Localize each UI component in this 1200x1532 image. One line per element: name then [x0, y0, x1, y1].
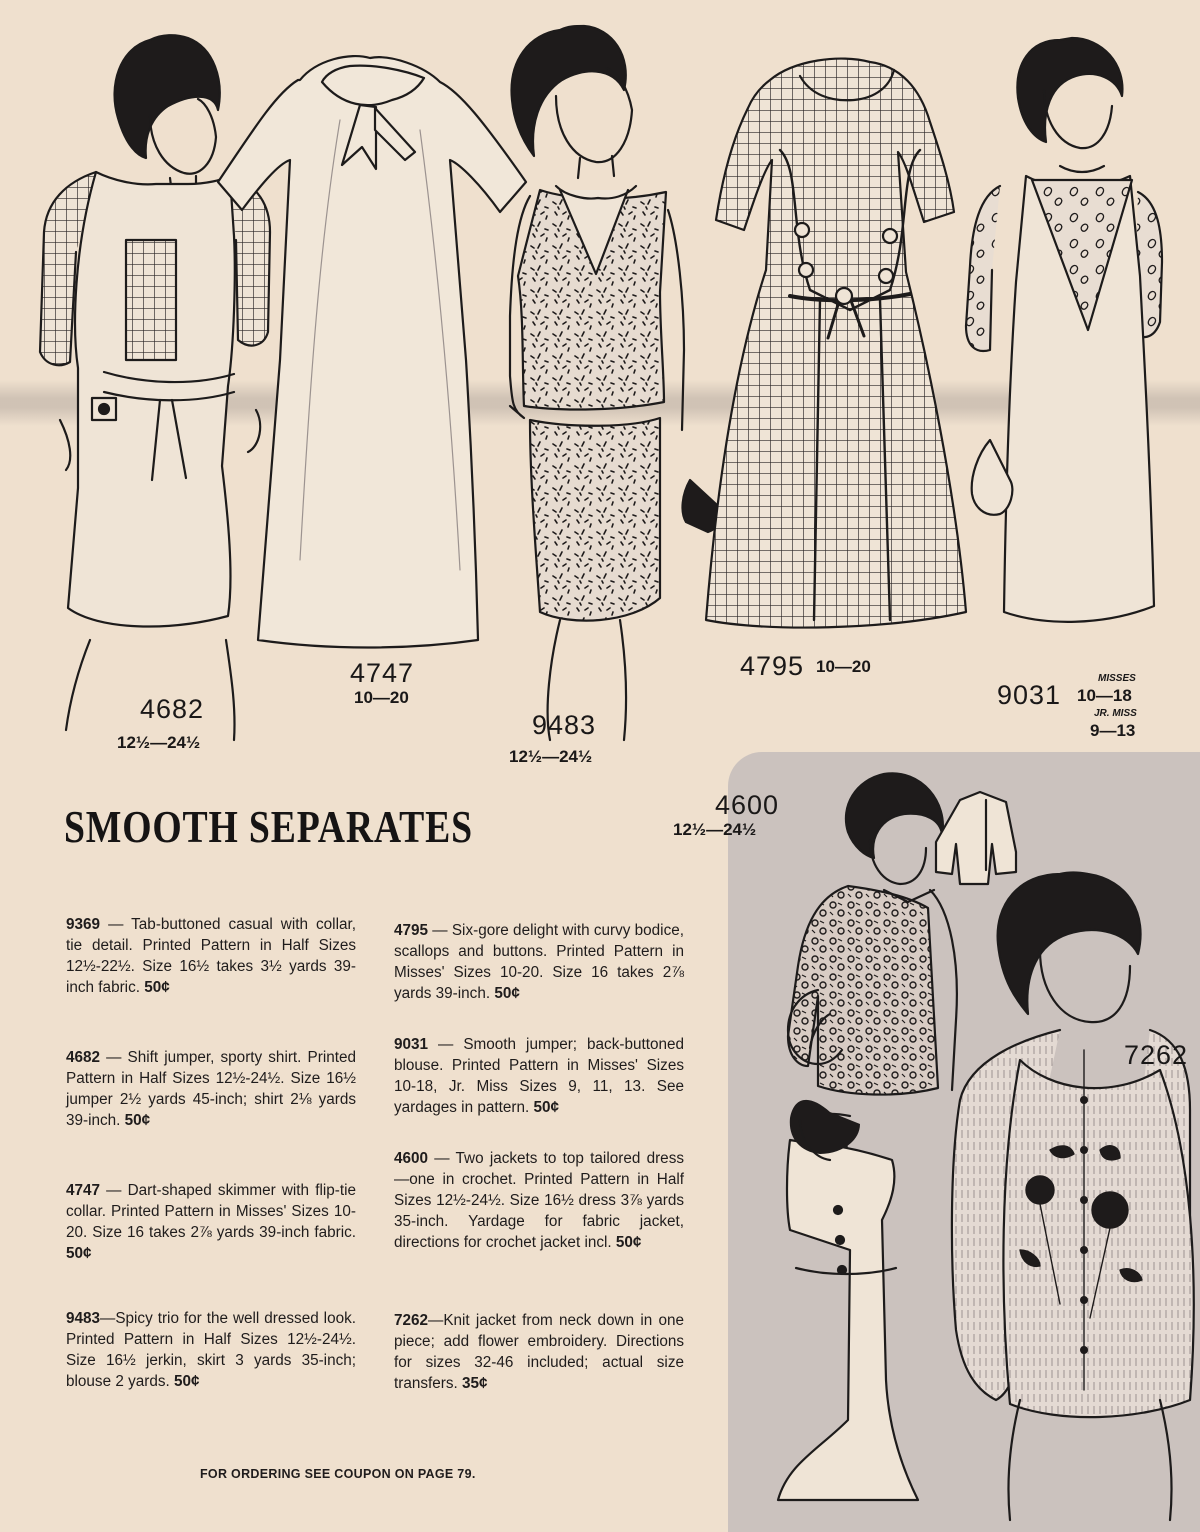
jr-miss-label: JR. MISS [1094, 708, 1137, 719]
desc-code: 9369 [66, 916, 101, 933]
pattern-number-7262: 7262 [1124, 1040, 1189, 1070]
pattern-number-9483: 9483 [532, 710, 597, 740]
pattern-number-4682: 4682 [140, 694, 205, 724]
misses-sizes: 10—18 [1077, 686, 1132, 705]
desc-4795: 4795 — Six-gore delight with curvy bodice, scallops and buttons. Printed Pattern in Misses' Sizes 10-20. Size 16 takes 2⅞ yards 39-inch. 50¢ [394, 922, 684, 1002]
pattern-sizes-4795: 10—20 [816, 657, 871, 676]
desc-price: 35¢ [462, 1375, 488, 1392]
desc-text: Smooth jumper; back-buttoned blouse. Printed Pattern in Misses' Sizes 10-18, Jr. Miss Sizes 9, 11, 13. See yardages in pattern. [394, 1036, 684, 1116]
figure-4682 [40, 35, 270, 740]
desc-4747: 4747 — Dart-shaped skimmer with flip-tie collar. Printed Pattern in Misses' Sizes 10-20. Size 16 takes 2⅞ yards 39-inch fabric. 50¢ [66, 1182, 356, 1262]
desc-text: Six-gore delight with curvy bodice, scallops and buttons. Printed Pattern in Misses' Sizes 10-20. Size 16 takes 2⅞ yards 39-inch. [394, 922, 684, 1002]
figure-7262 [952, 873, 1194, 1521]
ordering-note: FOR ORDERING SEE COUPON ON PAGE 79. [200, 1467, 476, 1481]
desc-text: Shift jumper, sporty shirt. Printed Pattern in Half Sizes 12½-24½. Size 16½ jumper 2½ yards 45-inch; shirt 2⅛ yards 39-inch. [66, 1049, 357, 1129]
desc-code: 9031 [394, 1036, 429, 1053]
figure-4747 [218, 56, 526, 647]
pattern-number-9031: 9031 [997, 680, 1062, 710]
pattern-sizes-9483: 12½—24½ [509, 747, 593, 766]
desc-code: 9483 [66, 1310, 101, 1327]
figure-9031 [966, 38, 1162, 622]
desc-text: Dart-shaped skimmer with flip-tie collar. Printed Pattern in Misses' Sizes 10-20. Size 16 takes 2⅞ yards 39-inch fabric. [66, 1182, 356, 1241]
desc-code: 7262 [394, 1312, 429, 1329]
desc-code: 4600 [394, 1150, 429, 1167]
desc-code: 4795 [394, 922, 429, 939]
jr-miss-sizes: 9—13 [1090, 721, 1136, 740]
pattern-number-4600: 4600 [715, 790, 780, 820]
desc-4600: 4600 — Two jackets to top tailored dress—one in crochet. Printed Pattern in Half Sizes 12½-24½. Size 16½ dress 3⅞ yards 35-inch. Yardage for fabric jacket, directions for crochet jacket incl. 50¢ [394, 1150, 684, 1251]
desc-price: 50¢ [124, 1112, 151, 1129]
pattern-number-4747: 4747 [350, 658, 415, 688]
pattern-number-4795: 4795 [740, 651, 805, 681]
desc-7262: 7262—Knit jacket from neck down in one piece; add flower embroidery. Directions for sizes 32-46 included; actual size transfers. 35¢ [394, 1312, 684, 1392]
pattern-sizes-4747: 10—20 [354, 688, 409, 707]
desc-price: 50¢ [66, 1245, 92, 1262]
desc-4682: 4682 — Shift jumper, sporty shirt. Printed Pattern in Half Sizes 12½-24½. Size 16½ jumper 2½ yards 45-inch; shirt 2⅛ yards 39-inch. 50¢ [66, 1049, 357, 1129]
page-heading: SMOOTH SEPARATES [64, 801, 473, 852]
desc-text: Tab-buttoned casual with collar, tie detail. Printed Pattern in Half Sizes 12½-22½. Size 16½ takes 3½ yards 39-inch fabric. [66, 916, 356, 996]
desc-price: 50¢ [615, 1234, 642, 1251]
desc-9369: 9369 — Tab-buttoned casual with collar, tie detail. Printed Pattern in Half Sizes 12½-22½. Size 16½ takes 3½ yards 39-inch fabric. 50¢ [66, 916, 356, 996]
figure-9483 [510, 26, 720, 740]
desc-price: 50¢ [533, 1099, 559, 1116]
figure-4795 [706, 59, 966, 628]
desc-price: 50¢ [494, 985, 520, 1002]
misses-label: MISSES [1098, 673, 1136, 684]
desc-text: Spicy trio for the well dressed look. Printed Pattern in Half Sizes 12½-24½. Size 16½ jerkin, skirt 3 yards 35-inch; blouse 2 yards. [66, 1310, 356, 1390]
desc-9483: 9483—Spicy trio for the well dressed look. Printed Pattern in Half Sizes 12½-24½. Size 16½ jerkin, skirt 3 yards 35-inch; blouse 2 yards. 50¢ [66, 1310, 356, 1390]
desc-price: 50¢ [174, 1373, 200, 1390]
desc-code: 4682 [66, 1049, 101, 1066]
desc-price: 50¢ [144, 979, 170, 996]
pattern-sizes-4600: 12½—24½ [673, 820, 757, 839]
desc-9031: 9031 — Smooth jumper; back-buttoned blouse. Printed Pattern in Misses' Sizes 10-18, Jr. Miss Sizes 9, 11, 13. See yardages in pattern. 50¢ [394, 1036, 684, 1116]
pattern-sizes-4682: 12½—24½ [117, 733, 201, 752]
desc-text: Knit jacket from neck down in one piece; add flower embroidery. Directions for sizes 32-46 included; actual size transfers. [394, 1312, 684, 1392]
desc-code: 4747 [66, 1182, 101, 1199]
desc-text: Two jackets to top tailored dress—one in crochet. Printed Pattern in Half Sizes 12½-24½. Size 16½ dress 3⅞ yards 35-inch. Yardage for fabric jacket, directions for crochet jacket incl. [394, 1150, 684, 1251]
